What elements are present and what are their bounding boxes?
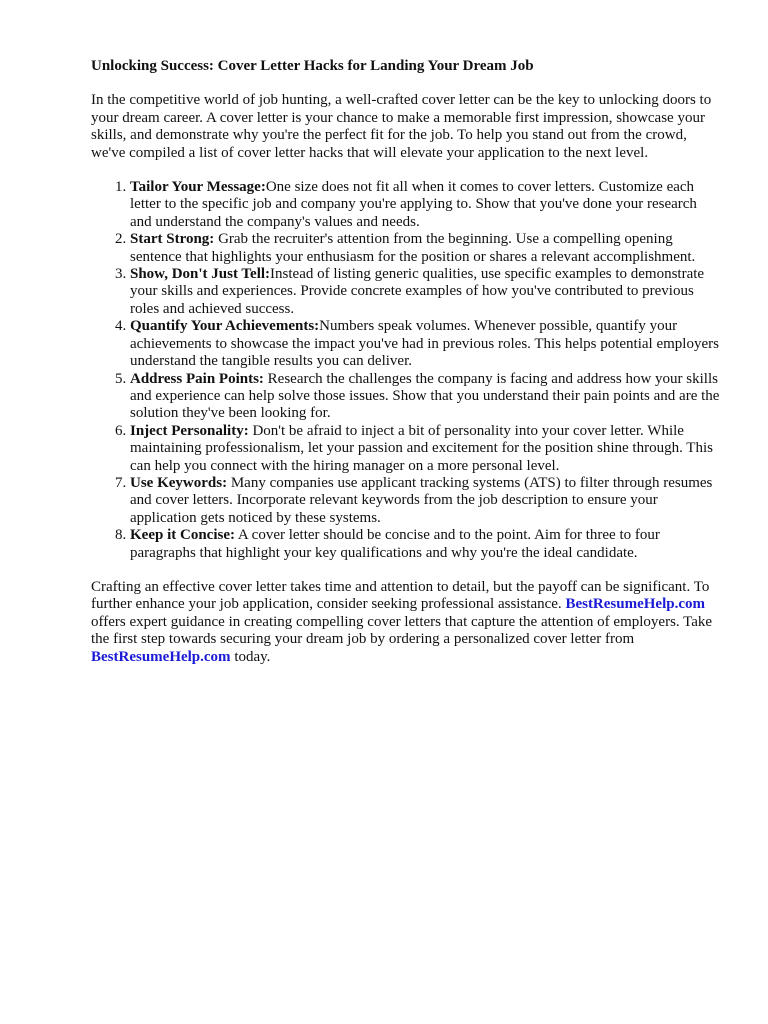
list-item (130, 318, 721, 370)
hacks-list (91, 179, 721, 562)
closing-paragraph (91, 579, 721, 666)
list-item-title: Quantify Your Achievements: (130, 318, 320, 335)
bestresumehelp-link[interactable]: BestResumeHelp.com (565, 596, 705, 613)
list-item-text: Instead of listing generic qualities, use specific examples to demonstrate your skills and experiences. Provide concrete examples of how you've contributed to previous roles and achieved success. (130, 266, 705, 317)
list-item-text: Don't be afraid to inject a bit of personality into your cover letter. While maintaining professionalism, let your passion and excitement for the position shine through. This can help you connect with the hiring manager on a more personal level. (130, 422, 713, 474)
list-item-title: Inject Personality: (130, 422, 249, 439)
list-item-text: Numbers speak volumes. Whenever possible, quantify your achievements to showcase the impact you've had in previous roles. This helps potential employers understand the tangible results you can deliver. (130, 318, 719, 370)
intro-paragraph: In the competitive world of job hunting, a well-crafted cover letter can be the key to unlocking doors to your dream career. A cover letter is your chance to make a memorable first impression, showcase your skills, and demonstrate why you're the perfect fit for the job. To help you stand out from the crowd, we've compiled a list of cover letter hacks that will elevate your application to the next level. (91, 92, 712, 161)
list-item-title: Show, Don't Just Tell: (130, 266, 271, 283)
list-item-title: Address Pain Points: (130, 370, 264, 387)
document-page (91, 58, 721, 666)
list-item-text: One size does not fit all when it comes to cover letters. Customize each letter to the specific job and company you're applying to. Show that you've done your research and understand the company's values and needs. (130, 179, 697, 230)
list-item (130, 371, 721, 423)
bestresumehelp-link-2[interactable]: BestResumeHelp.com (91, 648, 231, 665)
list-item (130, 527, 721, 562)
list-item-title: Start Strong: (130, 231, 215, 248)
document-title: Unlocking Success: Cover Letter Hacks for Landing Your Dream Job (91, 58, 534, 74)
list-item-title: Keep it Concise: (130, 527, 235, 544)
list-item-text: Research the challenges the company is facing and address how your skills and experience can help solve those issues. Show that you understand their pain points and are the solution they've been looking for. (130, 370, 720, 422)
closing-text-1: Crafting an effective cover letter takes time and attention to detail, but the payoff can be significant. To further enhance your job application, consider seeking professional assistance. (91, 578, 710, 613)
list-item-title: Tailor Your Message: (130, 179, 266, 196)
list-item-text: Many companies use applicant tracking systems (ATS) to filter through resumes and cover letters. Incorporate relevant keywords from the job description to ensure your application gets noticed by these systems. (130, 474, 713, 526)
list-item (130, 266, 721, 318)
closing-text-2: offers expert guidance in creating compelling cover letters that capture the attention of employers. Take the first step towards securing your dream job by ordering a personalized cover letter from (91, 613, 713, 648)
closing-text-3: today. (230, 648, 271, 665)
list-item (130, 423, 721, 475)
list-item (130, 475, 721, 527)
list-item-text: Grab the recruiter's attention from the beginning. Use a compelling opening sentence that highlights your enthusiasm for the position or shares a relevant accomplishment. (130, 231, 696, 265)
list-item-text: A cover letter should be concise and to the point. Aim for three to four paragraphs that highlight your key qualifications and why you're the ideal candidate. (130, 527, 660, 561)
list-item (130, 179, 721, 231)
list-item (130, 231, 721, 266)
list-item-title: Use Keywords: (130, 474, 228, 491)
